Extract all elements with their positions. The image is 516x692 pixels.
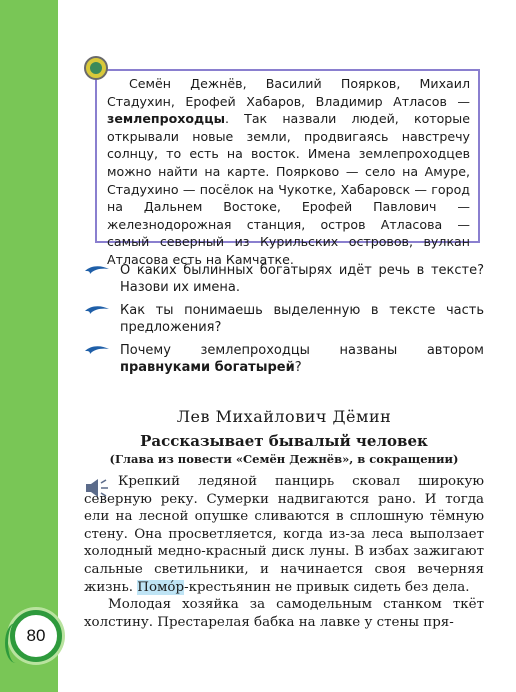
story-text xyxy=(84,473,484,631)
highlighted-word: Помóр xyxy=(137,579,185,595)
info-box-text xyxy=(107,75,470,269)
info-text-part1: Семён Дежнёв, Василий Поярков, Михаил Стадухин, Ерофей Хабаров, Владимир Атласов — xyxy=(107,76,470,109)
story-text-part: -крестьянин не привык сидеть без дела. xyxy=(184,579,470,595)
info-bold-term: землепроходцы xyxy=(107,111,225,127)
question-item xyxy=(84,262,484,296)
swoosh-icon xyxy=(84,345,110,355)
story-paragraph: Молодая хозяйка за самодельным станком ткёт холстину. Престарелая бабка на лавке у стены пря- xyxy=(84,597,484,630)
story-title: Рассказывает бывалый человек xyxy=(140,432,428,450)
swoosh-icon xyxy=(84,305,110,315)
questions-list xyxy=(84,262,484,382)
story-paragraph xyxy=(84,473,484,596)
question-text: О каких былинных богатырях идёт речь в тексте? Назови их имена. xyxy=(120,263,484,295)
story-author: Лев Михайлович Дёмин xyxy=(176,407,392,426)
story-subtitle: (Глава из повести «Семён Дежнёв», в сокращении) xyxy=(109,452,459,466)
info-emblem-icon xyxy=(84,56,108,80)
info-text-part2: . Так назвали людей, которые открывали новые земли, продвигаясь навстречу солнцу, то есть на восток. Имена землепроходцев можно найти на карте. Поярково — село на Амуре, Стадухино — посёлок на Чукотке, Хабаровск — город на Дальнем Востоке, Ерофей Павлович — железнодорожная станция, остров Атласова — самый северный из Курильских островов, вулкан Атласова есть на Камчатке. xyxy=(107,111,470,267)
page-number: 80 xyxy=(26,626,46,645)
question-text: Как ты понимаешь выделенную в тексте часть предложения? xyxy=(120,303,484,335)
page-number-badge xyxy=(10,610,62,662)
question-item xyxy=(84,302,484,336)
question-text-end: ? xyxy=(294,360,302,375)
question-bold-term: правнуками богатырей xyxy=(120,360,295,375)
green-side-strip xyxy=(0,0,58,692)
info-box xyxy=(95,69,480,267)
story-text-part: Крепкий ледяной панцирь сковал широкую северную реку. Сумерки надвигаются рано. И тогда ели на лесной опушке сливаются в сплошную тёмную стену. Она просветляется, когда из-за леса выползает холодный медно-красный диск луны. В избах зажигают сальные светильники, и начинается своя вечерняя жизнь. xyxy=(84,474,484,595)
question-text: Почему землепроходцы названы автором xyxy=(120,343,484,358)
question-item xyxy=(84,342,484,376)
swoosh-icon xyxy=(84,265,110,275)
